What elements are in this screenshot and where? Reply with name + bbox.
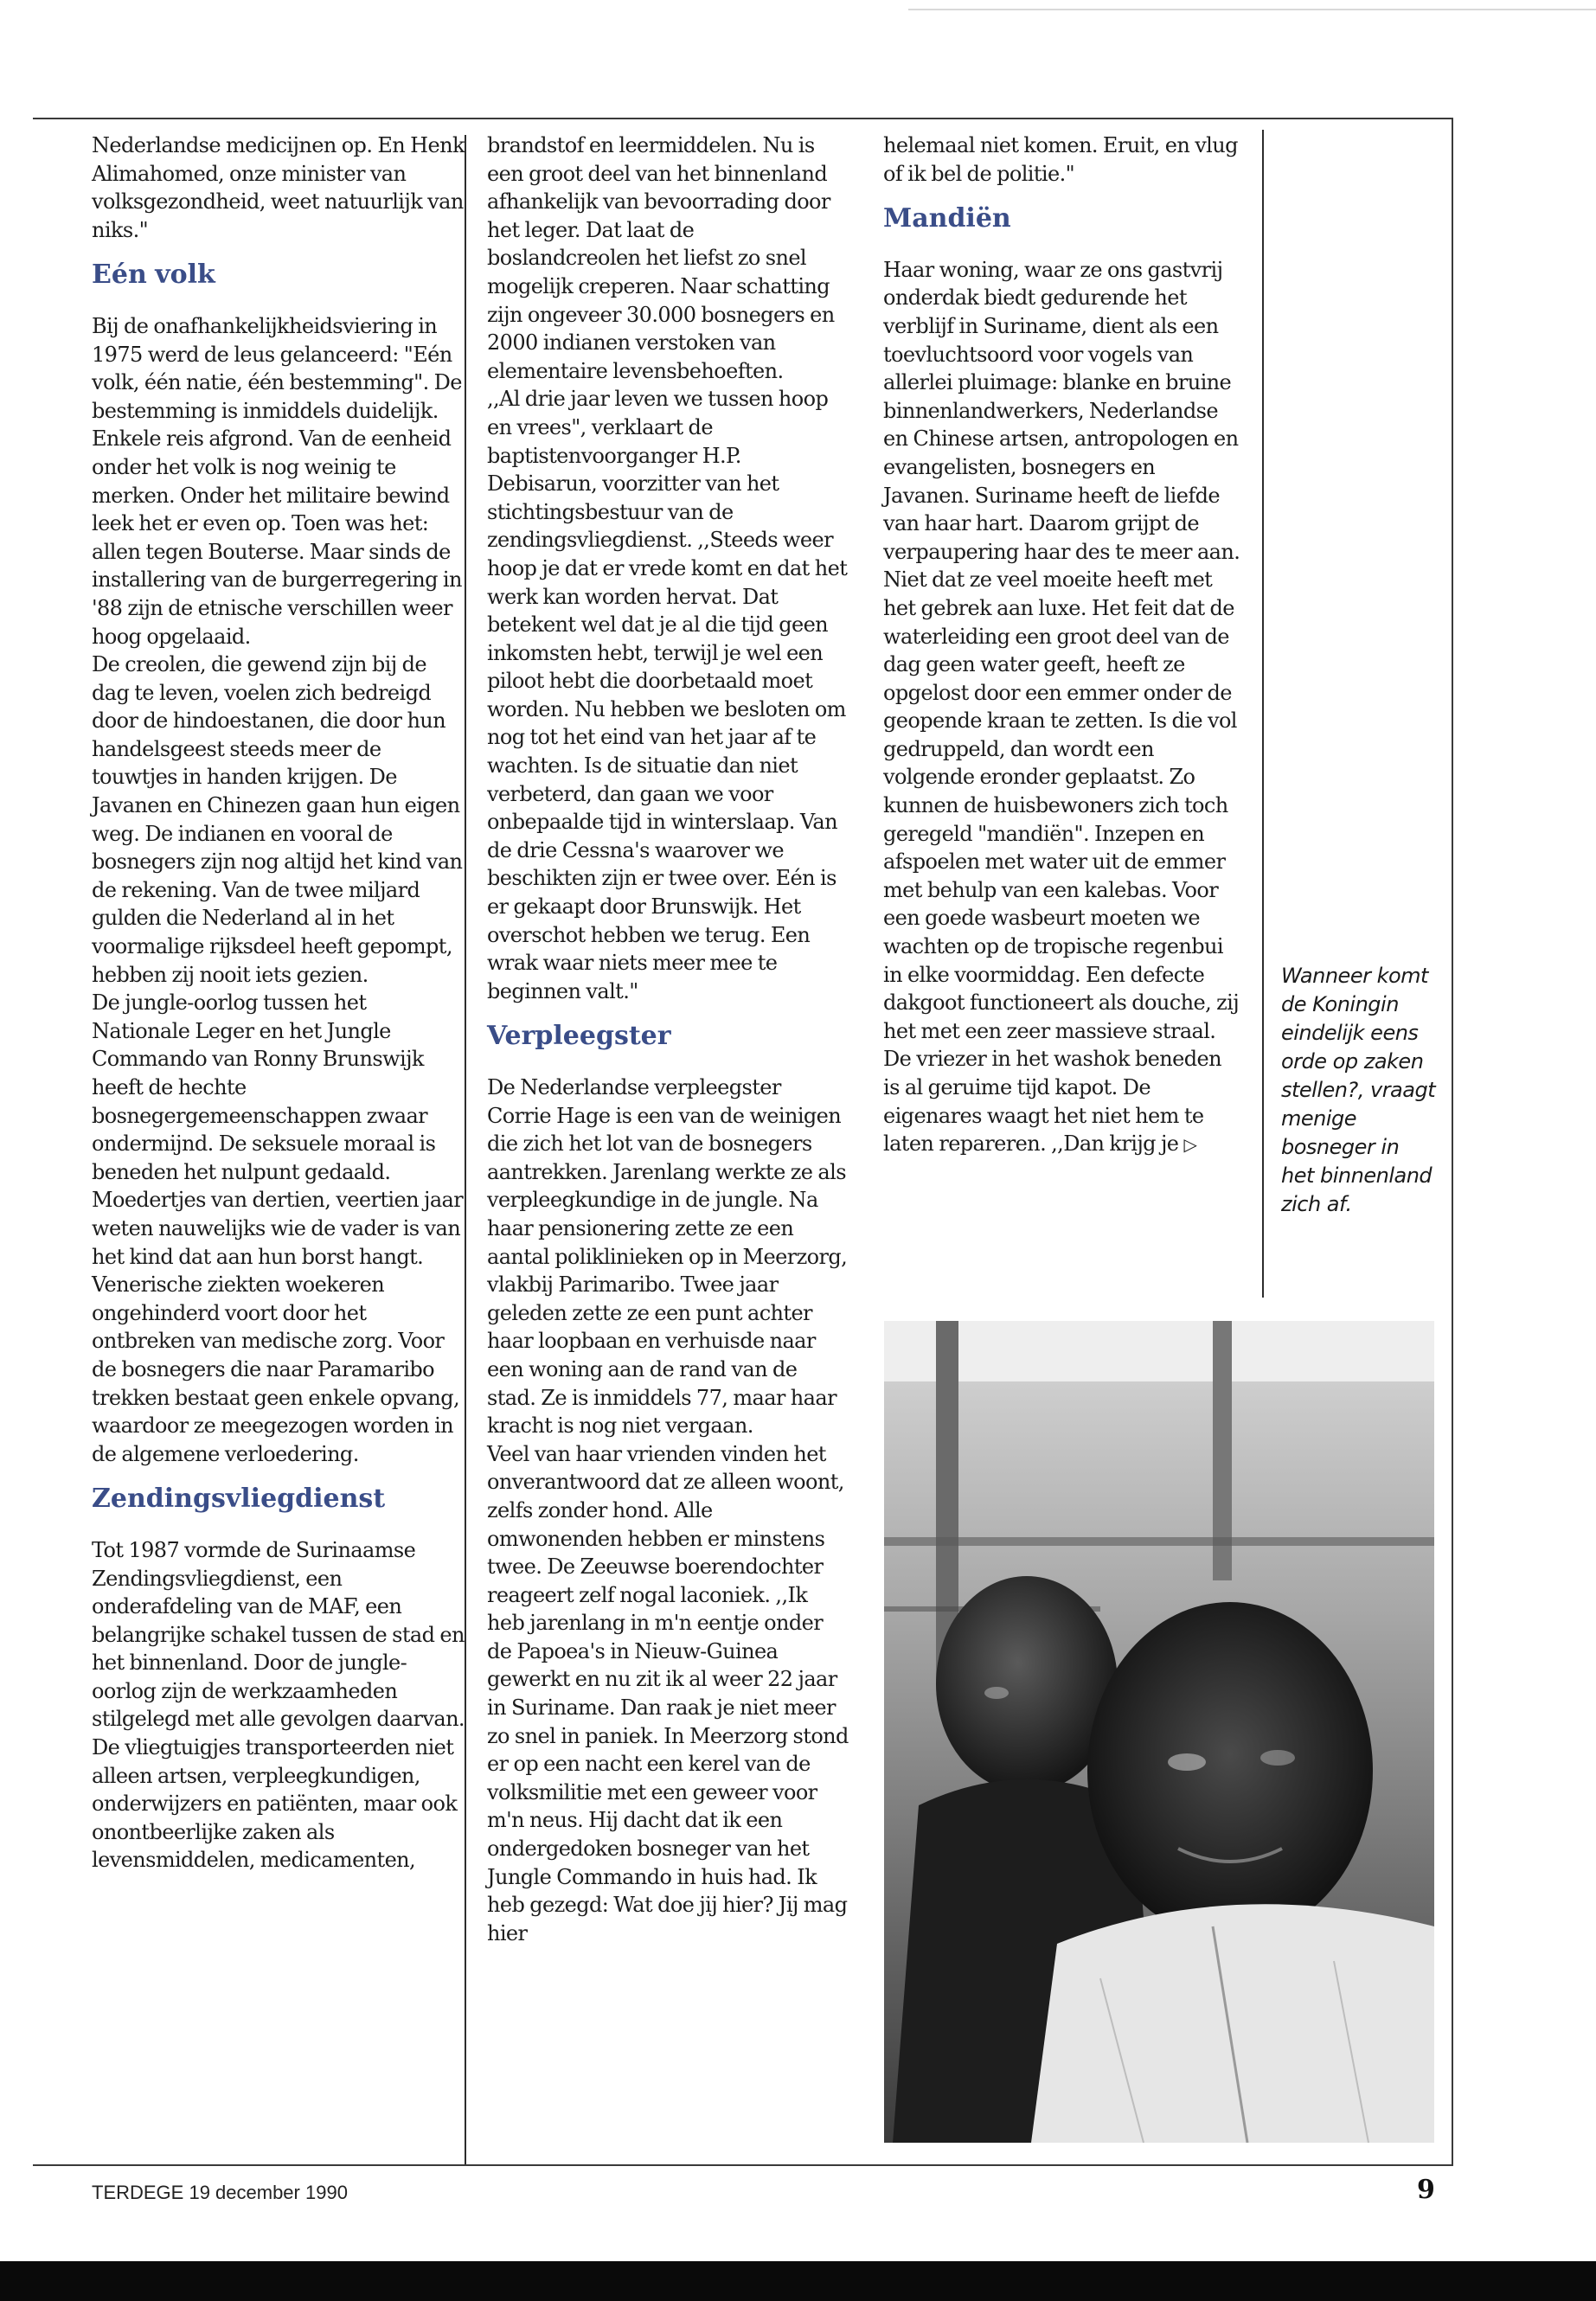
col3-intro: helemaal niet komen. Eruit, en vlug of ik bel de politie." <box>883 133 1238 186</box>
article-column-2 <box>487 131 849 1947</box>
paragraph-text: De vriezer in het washok beneden is al geruime tijd kapot. De eigenares waagt het niet hem te laten repareren. ,,Dan krijg je <box>883 1047 1221 1157</box>
article-column-3 <box>883 131 1242 1159</box>
photo-illustration <box>884 1321 1434 2143</box>
section-heading-zendingsvliegdienst: Zendingsvliegdienst <box>92 1484 386 1515</box>
frame-bottom-line <box>33 2164 1452 2166</box>
col1-intro: Nederlandse medicijnen op. En Henk Alimahomed, onze minister van volksgezondheid, weet natuurlijk van niks." <box>92 133 465 242</box>
paragraph <box>883 1045 1242 1158</box>
paragraph: Bij de onafhankelijkheidsviering in 1975 werd de leus gelanceerd: "Eén volk, één natie, één bestemming". De bestemming is inmiddels duidelijk. Enkele reis afgrond. Van de eenheid onder het volk is nog weinig te merken. Onder het militaire bewind leek het er even op. Toen was het: allen tegen Bouterse. Maar sinds de installering van de burgerregering in '88 zijn de etnische verschillen weer hoog opgelaaid. <box>92 313 462 649</box>
paragraph: De jungle-oorlog tussen het Nationale Leger en het Jungle Commando van Ronny Brunswijk heeft de hechte bosnegergemeenschappen zwaar ondermijnd. De seksuele moraal is beneden het nulpunt gedaald. Moedertjes van dertien, veertien jaar weten nauwelijks wie de vader is van het kind dat aan hun borst hangt. Venerische ziekten woekeren ongehinderd voort door het ontbreken van medische zorg. Voor de bosnegers die naar Paramaribo trekken bestaat geen enkele opvang, waardoor ze meegezogen worden in de algemene verloedering. <box>92 990 464 1466</box>
column-divider-right <box>1262 130 1264 1298</box>
paragraph: De creolen, die gewend zijn bij de dag te leven, voelen zich bedreigd door de hindoestanen, die door hun handelsgeest steeds meer de touwtjes in handen krijgen. De Javanen en Chinezen gaan hun eigen weg. De indianen en vooral de bosnegers zijn nog altijd het kind van de rekening. Van de twee miljard gulden die Nederland al in het voormalige rijksdeel heeft gepompt, hebben zij nooit iets gezien. <box>92 652 463 987</box>
paragraph: Tot 1987 vormde de Surinaamse Zendingsvliegdienst, een onderafdeling van de MAF, een belangrijke schakel tussen de stad en het binnenland. Door de jungle-oorlog zijn de werkzaamheden stilgelegd met alle gevolgen daarvan. De vliegtuigjes transporteerden niet alleen artsen, verpleegkundigen, onderwijzers en patiënten, maar ook onontbeerlijke zaken als levensmiddelen, medicamenten, <box>92 1537 465 1873</box>
footer-publication: TERDEGE 19 december 1990 <box>92 2182 348 2203</box>
article-column-1 <box>92 131 465 1875</box>
continue-arrow-icon: ▷ <box>1183 1134 1197 1156</box>
frame-right-line <box>1452 118 1453 2166</box>
section-heading-een-volk: Eén volk <box>92 260 215 291</box>
paragraph: De Nederlandse verpleegster Corrie Hage is een van de weinigen die zich het lot van de bosnegers aantrekken. Jarenlang werkte ze als verpleegkundige in de jungle. Na haar pensionering zette ze een aantal poliklinieken op in Meerzorg, vlakbij Parimaribo. Twee jaar geleden zette ze een punt achter haar loopbaan en verhuisde naar een woning aan de rand van de stad. Ze is inmiddels 77, maar haar kracht is nog niet vergaan. <box>487 1075 848 1439</box>
section-heading-mandien: Mandiën <box>883 203 1011 234</box>
scan-bottom-bar <box>0 2261 1596 2301</box>
paragraph: Haar woning, waar ze ons gastvrij onderdak biedt gedurende het verblijf in Suriname, dient als een toevluchtsoord voor vogels van allerlei pluimage: blanke en bruine binnenlandwerkers, Nederlandse en Chinese artsen, antropologen en evangelisten, bosnegers en Javanen. Suriname heeft de liefde van haar hart. Daarom grijpt de verpaupering haar des te meer aan. Niet dat ze veel moeite heeft met het gebrek aan luxe. Het feit dat de waterleiding een groot deel van de dag geen water geeft, heeft ze opgelost door een emmer onder de geopende kraan te zetten. Is die vol gedruppeld, dan wordt een volgende eronder geplaatst. Zo kunnen de huisbewoners zich toch geregeld "mandiën". Inzepen en afspoelen met water uit de emmer met behulp van een kalebas. Voor een goede wasbeurt moeten we wachten op de tropische regenbui in elke voormiddag. Een defecte dakgoot functioneert als douche, zij het met een zeer massieve straal. <box>883 257 1240 1043</box>
paragraph: brandstof en leermiddelen. Nu is een groot deel van het binnenland afhankelijk van bevoorrading door het leger. Dat laat de boslandcreolen het liefst zo snel mogelijk creperen. Naar schatting zijn ongeveer 30.000 bosnegers en 2000 indianen verstoken van elementaire levensbehoeften. <box>487 133 835 383</box>
top-edge-rule <box>908 9 1596 10</box>
paragraph: Veel van haar vrienden vinden het onverantwoord dat ze alleen woont, zelfs zonder hond. Alle omwonenden hebben er minstens twee. De Zeeuwse boerendochter reageert zelf nogal laconiek. ,,Ik heb jarenlang in m'n eentje onder de Papoea's in Nieuw-Guinea gewerkt en nu zit ik al weer 22 jaar in Suriname. Dan raak je niet meer zo snel in paniek. In Meerzorg stond er op een nacht een kerel van de volksmilitie met een geweer voor m'n neus. Hij dacht dat ik een ondergedoken bosneger van het Jungle Commando in huis had. Ik heb gezegd: Wat doe jij hier? Jij mag hier <box>487 1441 849 1945</box>
frame-top-line <box>33 118 1452 119</box>
pull-quote: Wanneer komt de Koningin eindelijk eens orde op zaken stellen?, vraagt menige bosneger in het binnenland zich af. <box>1281 964 1436 1216</box>
portrait-photo-icon <box>884 1321 1434 2143</box>
section-heading-verpleegster: Verpleegster <box>487 1021 671 1052</box>
page-number: 9 <box>1417 2175 1435 2205</box>
paragraph: ,,Al drie jaar leven we tussen hoop en vrees", verklaart de baptistenvoorganger H.P. Debisarun, voorzitter van het stichtingsbestuur van de zendingsvliegdienst. ,,Steeds weer hoop je dat er vrede komt en dat het werk kan worden hervat. Dat betekent wel dat je al die tijd geen inkomsten hebt, terwijl je wel een piloot hebt die doorbetaald moet worden. Nu hebben we besloten om nog tot het eind van het jaar af te wachten. Is de situatie dan niet verbeterd, dan gaan we voor onbepaalde tijd in winterslaap. Van de drie Cessna's waarover we beschikten zijn er twee over. Eén is er gekaapt door Brunswijk. Het overschot hebben we terug. Een wrak waar niets meer mee te beginnen valt." <box>487 387 848 1003</box>
